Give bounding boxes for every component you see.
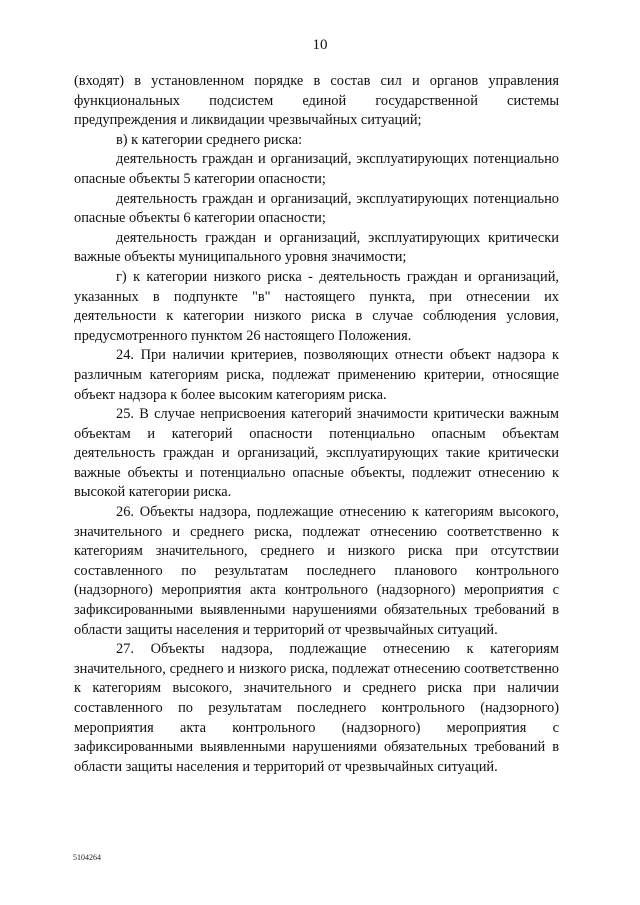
document-body	[74, 72, 559, 777]
paragraph-10: 27. Объекты надзора, подлежащие отнесению к категориям значительного, среднего и низкого риска, подлежат отнесению соответственно к категориям высокого, значительного и среднего риска при наличии составленного по результатам последнего контрольного (надзорного) мероприятия акта контрольного (надзорного) мероприятия с зафиксированными выявленными нарушениями обязательных требований в области защиты населения и территорий от чрезвычайных ситуаций.	[74, 641, 559, 775]
paragraph-7: 24. При наличии критериев, позволяющих отнести объект надзора к различным категориям риска, подлежат применению критерии, относящие объект надзора к более высоким категориям риска.	[74, 347, 559, 403]
paragraph-5: деятельность граждан и организаций, эксплуатирующих критически важные объекты муниципального уровня значимости;	[74, 229, 559, 266]
paragraph-4: деятельность граждан и организаций, эксплуатирующих потенциально опасные объекты 6 категории опасности;	[74, 190, 559, 227]
document-id: 5104264	[73, 853, 101, 862]
paragraph-6: г) к категории низкого риска - деятельность граждан и организаций, указанных в подпункте "в" настоящего пункта, при отнесении их деятельности к категории низкого риска в случае соблюдения условия, предусмотренного пунктом 26 настоящего Положения.	[74, 268, 559, 344]
paragraph-2: в) к категории среднего риска:	[116, 131, 303, 148]
page-number: 10	[312, 37, 328, 53]
paragraph-9: 26. Объекты надзора, подлежащие отнесению к категориям высокого, значительного и среднего риска, подлежат отнесению соответственно к категориям значительного, среднего и низкого риска при отсутствии составленного по результатам последнего планового контрольного (надзорного) мероприятия акта контрольного (надзорного) мероприятия с зафиксированными выявленными нарушениями обязательных требований в области защиты населения и территорий от чрезвычайных ситуаций.	[74, 504, 559, 638]
paragraph-8: 25. В случае неприсвоения категорий значимости критически важным объектам и категорий опасности потенциально опасным объектам деятельность граждан и организаций, эксплуатирующих такие критически важные объекты и потенциально опасные объекты, подлежит отнесению к высокой категории риска.	[74, 406, 559, 501]
paragraph-1: (входят) в установленном порядке в состав сил и органов управления функциональных подсистем единой государственной системы предупреждения и ликвидации чрезвычайных ситуаций;	[74, 73, 559, 129]
paragraph-3: деятельность граждан и организаций, эксплуатирующих потенциально опасные объекты 5 категории опасности;	[74, 151, 559, 187]
